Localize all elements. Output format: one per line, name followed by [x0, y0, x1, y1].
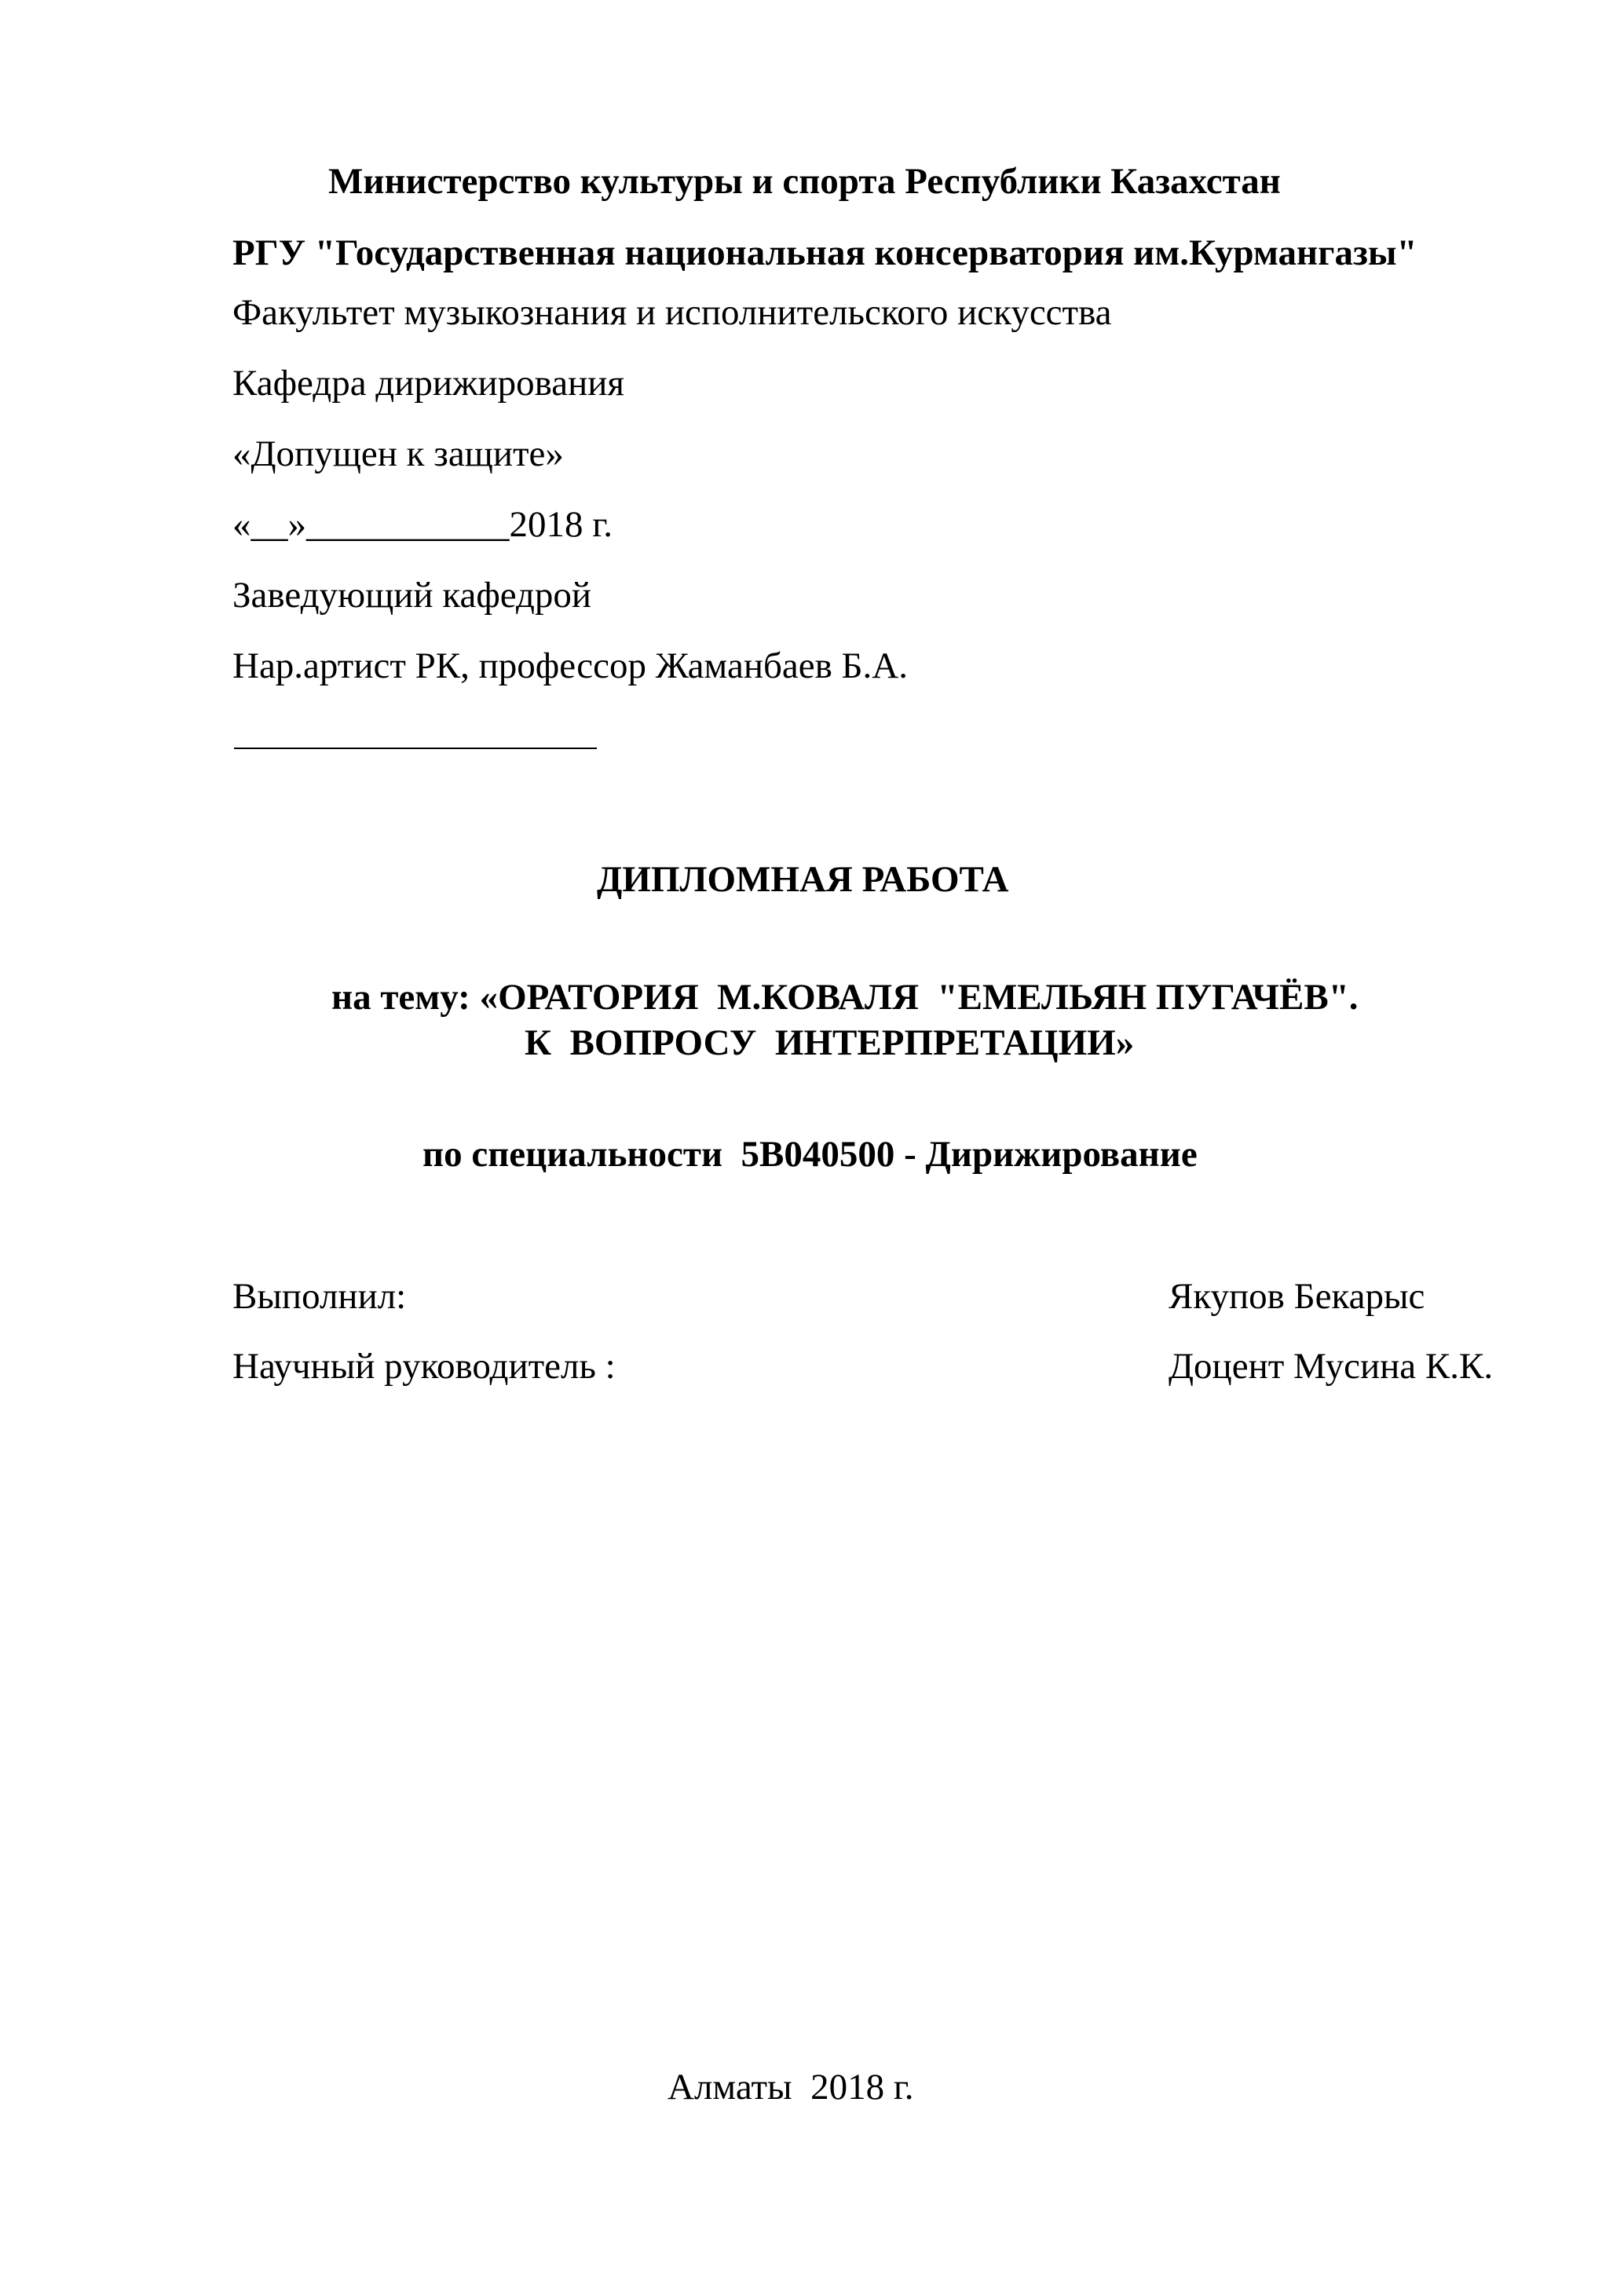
institution-name: РГУ "Государственная национальная консерватория им.Курмангазы" — [232, 232, 1417, 273]
topic-line-2: К ВОПРОСУ ИНТЕРПРЕТАЦИИ» — [525, 1022, 1135, 1063]
city-and-year: Алматы 2018 г. — [668, 2067, 914, 2108]
signatory-name: Доцент Мусина К.К. — [1169, 1346, 1494, 1387]
department-name: Кафедра дирижирования — [232, 363, 625, 404]
head-of-department-title: Заведующий кафедрой — [232, 575, 592, 616]
signatory-name: Якупов Бекарыс — [1169, 1276, 1425, 1317]
signature-line — [234, 748, 597, 749]
admission-date: «__»___________2018 г. — [232, 504, 613, 545]
faculty-name: Факультет музыкознания и исполнительского искусства — [232, 292, 1112, 333]
specialty-line: по специальности 5В040500 - Дирижирование — [422, 1134, 1198, 1175]
signatory-role: Научный руководитель : — [232, 1346, 616, 1387]
admission-stamp: «Допущен к защите» — [232, 433, 564, 474]
ministry-name: Министерство культуры и спорта Республики Казахстан — [328, 161, 1281, 202]
head-of-department-name: Нар.артист РК, профессор Жаманбаев Б.А. — [232, 645, 908, 686]
signatory-role: Выполнил: — [232, 1276, 407, 1317]
work-type-heading: ДИПЛОМНАЯ РАБОТА — [597, 859, 1009, 900]
topic-line-1: на тему: «ОРАТОРИЯ М.КОВАЛЯ "ЕМЕЛЬЯН ПУГАЧЁВ". — [331, 977, 1359, 1018]
